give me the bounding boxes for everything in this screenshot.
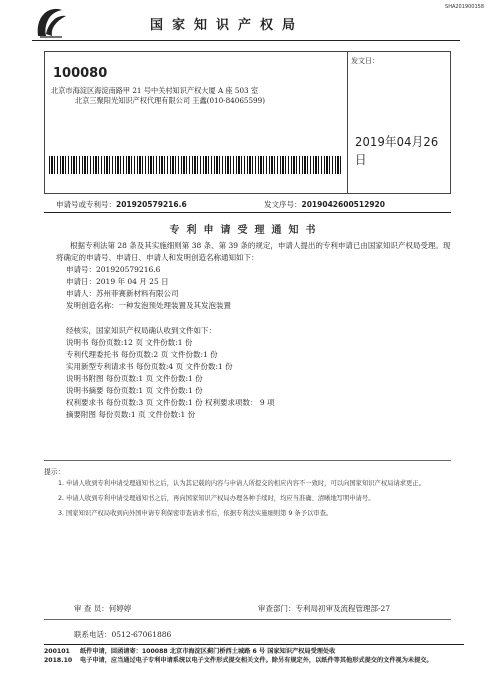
application-number-label: 申请号或专利号： <box>56 200 116 209</box>
serial-number-label: 发文序号： <box>264 200 302 209</box>
signature-divider <box>44 619 451 620</box>
serial-number-value: 2019042600512920 <box>301 200 385 209</box>
footer-text: 纸件申请，回函请寄：100088 北京市海淀区蓟门桥西土城路 6 号 国家知识产权局受理处收 <box>80 648 336 655</box>
application-number-value: 201920579216.6 <box>116 200 187 209</box>
file-item: 说明书摘要 每份页数:1 页 文件份数:1 份 <box>66 386 203 396</box>
note-item: 1. 申请人收到专利申请受理通知书之后，认为其记载的内容与申请人所提交的相应内容不一致时，可以向国家知识产权局请求更正。 <box>58 480 425 487</box>
notice-title: 专利申请受理通知书 <box>169 225 323 236</box>
footer <box>44 648 464 665</box>
body-divider <box>44 460 451 461</box>
field-application-no: 申请号：201920579216.6 <box>66 265 161 275</box>
cnipa-logo <box>32 6 68 40</box>
recipient-address: 北京市海淀区海淀南路甲 21 号中关村知识产权大厦 A 座 503 室 <box>51 86 259 95</box>
send-date-label: 发文日： <box>351 57 379 65</box>
file-item: 说明书 每份页数:12 页 文件份数:1 份 <box>66 337 193 347</box>
application-number <box>56 199 187 210</box>
notes-list <box>58 478 478 523</box>
footer-code: 2018.10 <box>44 656 73 664</box>
footer-row <box>44 648 464 657</box>
footer-row <box>44 657 464 666</box>
note-item: 3. 国家知识产权局收到向外国申请专利保密审查请求书后，依据专利法实施细则第 9 条予以审查。 <box>58 510 333 517</box>
barcode <box>49 156 342 174</box>
field-invention-title: 发明创造名称：一种发泡预处理装置及其发泡装置 <box>66 301 231 311</box>
header-divider <box>32 40 460 41</box>
footer-text: 电子申请，应当通过电子专利申请系统以电子文件形式提交相关文件。除另有规定外，以纸件等其他形式提交的文件视为未提交。 <box>80 656 433 664</box>
file-item: 实用新型专利请求书 每份页数:4 页 文件份数:1 份 <box>66 361 233 371</box>
field-applicant: 申请人：苏州菲赛新材料有限公司 <box>66 289 179 299</box>
recipient-agency: 北京三聚阳光知识产权代理有限公司 王鑫(010-84065599) <box>75 96 266 105</box>
files-intro: 经核实，国家知识产权局确认收到文件如下： <box>66 325 216 335</box>
serial-number <box>264 199 385 210</box>
send-date: 2019年04月26日 <box>355 134 439 167</box>
note-item: 2. 申请人收到专利申请受理通知书之后，再向国家知识产权局办理各种手续时，均应当准确、清晰地写明申请号。 <box>58 495 375 502</box>
file-item: 摘要附图 每份页数:1 页 文件份数:1 份 <box>66 410 196 420</box>
footer-divider <box>44 644 464 645</box>
field-application-date: 申请日：2019 年 04 月 25 日 <box>66 277 169 287</box>
file-item: 说明书附图 每份页数:1 页 文件份数:1 份 <box>66 373 203 383</box>
numbers-divider <box>44 212 451 213</box>
notice-body <box>56 240 456 421</box>
box-divider <box>347 52 348 193</box>
file-item: 专利代理委托书 每份页数:2 页 文件份数:1 份 <box>66 349 218 359</box>
reviewer: 审 查 员：何婷婷 <box>74 604 132 613</box>
contact-phone: 联系电话：0512-67061886 <box>74 630 172 639</box>
document-code: SHA201900158 <box>445 4 484 10</box>
department: 审查部门：专利局初审及流程管理部-27 <box>258 604 391 613</box>
recipient-postcode: 100080 <box>53 66 108 81</box>
tip-label: 提示： <box>44 468 65 476</box>
file-item: 权利要求书 每份页数:3 页 文件份数:1 份 权利要求项数： 9 项 <box>66 398 275 408</box>
body-intro: 根据专利法第 28 条及其实施细则第 38 条、第 39 条的规定，申请人提出的专利申请已由国家知识产权局受理。现将确定的申请号、申请日、申请人和发明创造名称通知如下： <box>56 241 451 263</box>
footer-code: 200101 <box>44 648 70 655</box>
address-box <box>44 51 451 194</box>
office-title: 国家知识产权局 <box>150 18 305 33</box>
